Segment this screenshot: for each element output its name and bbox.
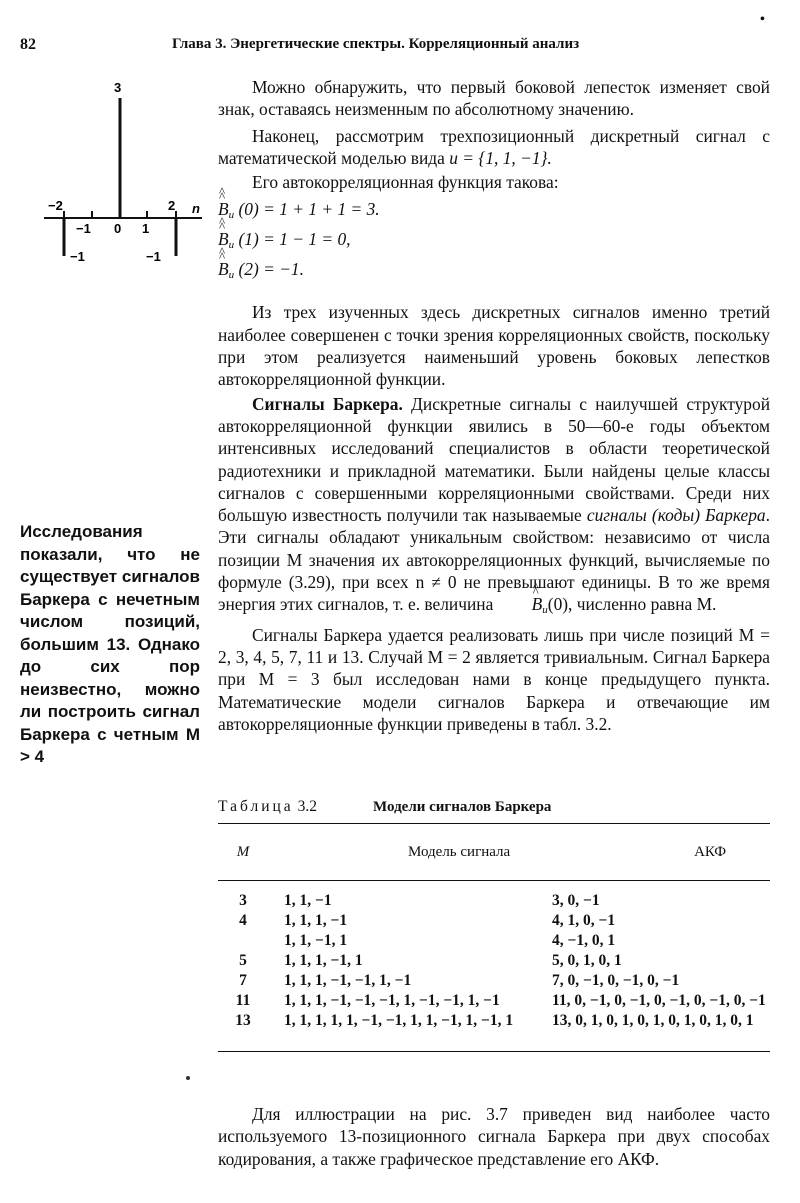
paragraph: Для иллюстрации на рис. 3.7 приведен вид наиболее часто используемого 13-позиционного сигнала Баркера при двух способах кодирования, а также графическое представление его АКФ. [218, 1104, 770, 1169]
paragraph: Можно обнаружить, что первый боковой лепесток изменяет свой знак, оставаясь неизменным по абсолютному значению. [218, 77, 770, 120]
column-header: АКФ [694, 843, 727, 860]
formula-block [218, 197, 770, 287]
signal-formula: u = {1, 1, −1}. [449, 147, 552, 168]
table-row: 4 1, 1, 1, −1 4, 1, 0, −1 [239, 912, 616, 929]
margin-note: Исследования показали, что не существует сигналов Баркера с нечетным числом позиций, большим 13. Однако до сих пор неизвестно, можно ли построить сигнал Баркера с четным M > 4 [20, 522, 200, 766]
table-row: 5 1, 1, 1, −1, 1 5, 0, 1, 0, 1 [239, 952, 622, 969]
barker-table [218, 823, 770, 1052]
bar-label: −1 [70, 249, 85, 264]
section-lead: Сигналы Баркера. [252, 393, 403, 414]
running-header: Глава 3. Энергетические спектры. Корреляционный анализ [172, 36, 580, 52]
table-header-row [218, 824, 770, 880]
tick-label: 1 [142, 221, 150, 236]
main-text-column [218, 76, 770, 735]
table-row: 7 1, 1, 1, −1, −1, 1, −1 7, 0, −1, 0, −1, 0, −1 [239, 972, 680, 989]
stem-label-top: 3 [114, 80, 122, 95]
paragraph: Сигналы Баркера. Дискретные сигналы с наилучшей структурой автокорреляционной функции явились в 50—60-е годы объектом интенсивных исследований специалистов в области теоретической радиотехники и прикладной математики. Были найдены целые классы сигналов с совершенными корреляционными свойствами. Среди них большую известность получили так называемые сигналы (коды) Баркера. Эти сигналы обладают уникальным свойством: независимо от числа позиции M значения их автокорреляционных функций, вычисляемые по формуле (3.29), при всех n ≠ 0 не превышают единицы. В то же время энергия этих сигналов, т. е. величина ^ B $\^{}_u(0)$, численно равна M. [218, 393, 770, 622]
table-row: 1, 1, −1, 1 4, −1, 0, 1 [284, 932, 616, 949]
table-caption: Таблица 3.2 Модели сигналов Баркера [218, 798, 552, 815]
axis-label-n: n [192, 201, 200, 216]
table-row: 3 1, 1, −1 3, 0, −1 [239, 892, 600, 909]
stray-dot [186, 1076, 190, 1080]
table-row: 11 1, 1, 1, −1, −1, −1, 1, −1, −1, 1, −1 11, 0, −1, 0, −1, 0, −1, 0, −1, 0, −1 [235, 992, 766, 1009]
column-header: Модель сигнала [408, 843, 511, 860]
acf-stem-plot [30, 78, 210, 278]
formula-line: ^ B $\^{}_u$ (0) = 1 + 1 + 1 = 3. [218, 197, 770, 227]
tick-label: 0 [114, 221, 122, 236]
bar-label: −1 [146, 249, 161, 264]
paragraph: Сигналы Баркера удается реализовать лишь при числе позиций M = 2, 3, 4, 5, 7, 11 и 13. Случай M = 2 является тривиальным. Сигнал Баркера при M = 3 был исследован нами в конце предыдущего пункта. Математические модели сигналов Баркера и отвечающие им автокорреляционные функции приведены в табл. 3.2. [218, 624, 770, 734]
tick-label: −2 [48, 198, 63, 213]
formula-line: ^ B $\^{}_u$ (2) = −1. [218, 257, 770, 287]
formula-line: ^ B $\^{}_u$ (1) = 1 − 1 = 0, [218, 227, 770, 257]
tick-label: −1 [76, 221, 91, 236]
tick-label: 2 [168, 198, 176, 213]
table-row: 13 1, 1, 1, 1, 1, −1, −1, 1, 1, −1, 1, −1, 1 13, 0, 1, 0, 1, 0, 1, 0, 1, 0, 1, 0, 1 [235, 1012, 754, 1029]
page-number: 82 [20, 36, 36, 53]
corner-mark: • [760, 12, 765, 27]
paragraph: Его автокорреляционная функция такова: [252, 172, 559, 193]
paragraph: Наконец, рассмотрим трехпозиционный дискретный сигнал с математической моделью вида u = {1, 1, −1}. [218, 125, 770, 168]
column-header: M [236, 843, 250, 860]
paragraph: Из трех изученных здесь дискретных сигналов именно третий наиболее совершенен с точки зрения корреляционных свойств, поскольку при этом реализуется наименьший уровень боковых лепестков автокорреляционной функции. [218, 302, 770, 390]
final-paragraph-block [218, 1103, 770, 1170]
